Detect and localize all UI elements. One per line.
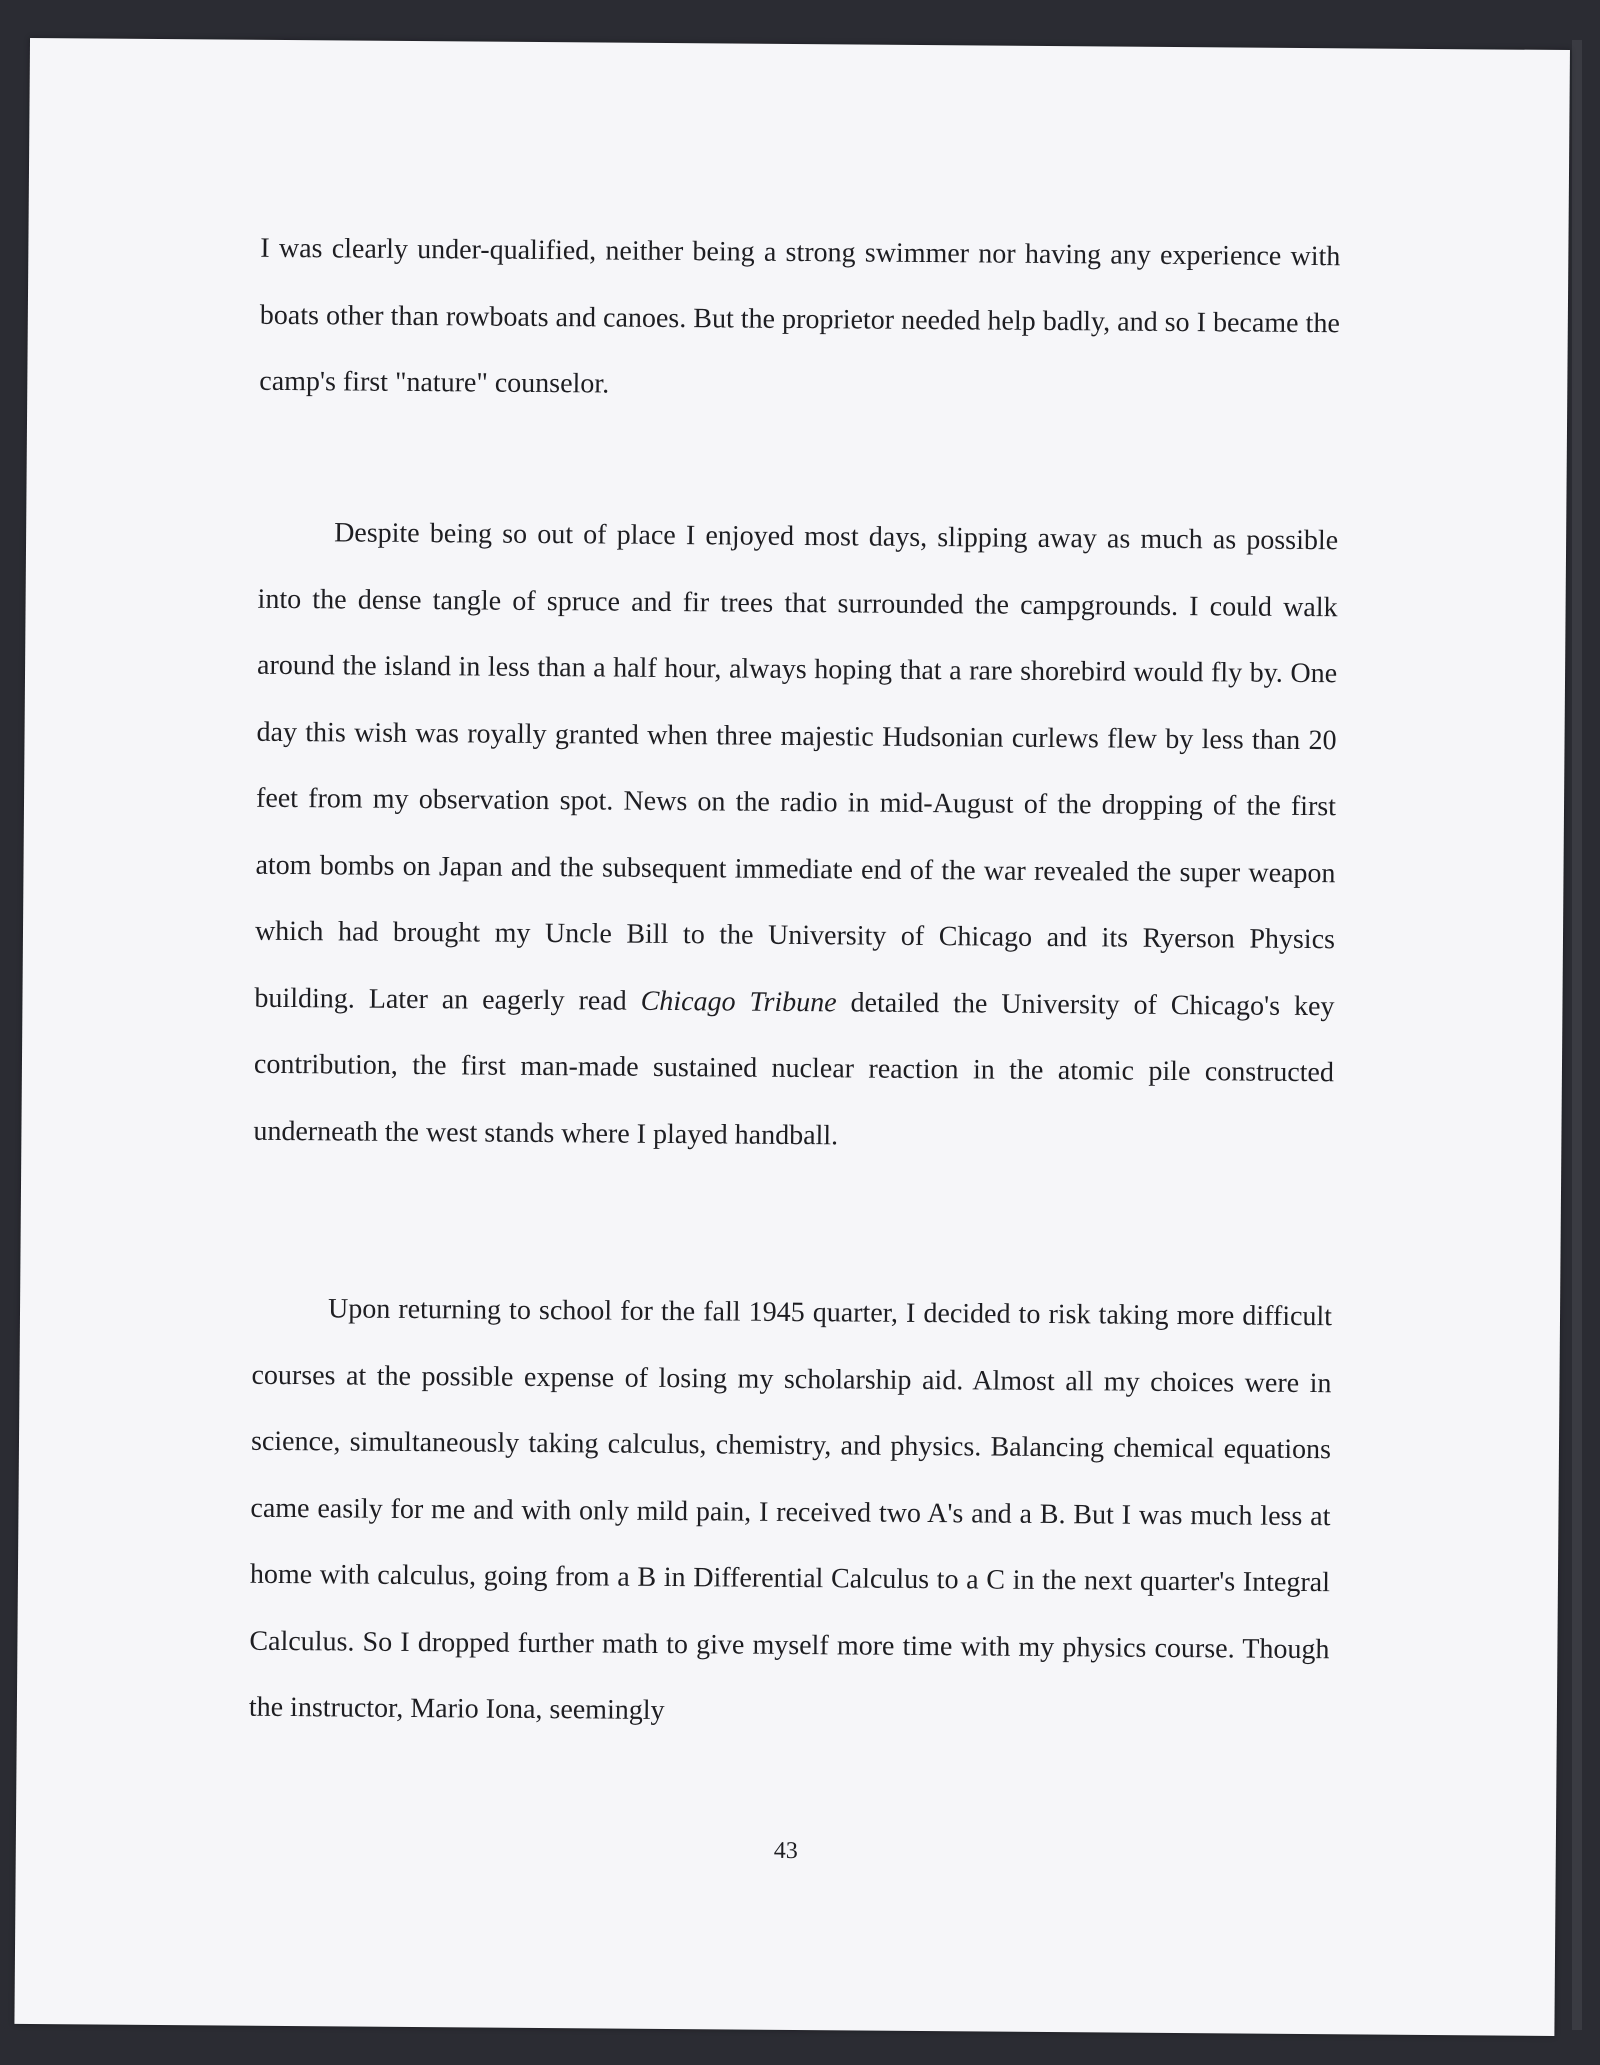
- document-page: [14, 38, 1570, 2036]
- newspaper-title-italic: Chicago Tribune: [640, 985, 837, 1018]
- page-number: 43: [773, 1837, 798, 1865]
- paragraph-3: [249, 1276, 1333, 1750]
- paragraph-3-text: Upon returning to school for the fall 1945 quarter, I decided to risk taking more difficult courses at the possible expense of losing my scholarship aid. Almost all my choices were in science, simultaneously taking calculus, chemistry, and physics. Balancing chemical equations came easily for me and with only mild pain, I received two A's and a B. But I was much less at home with calculus, going from a B in Differential Calculus to a C in the next quarter's Integral Calculus. So I dropped further math to give myself more time with my physics course. Though the instructor, Mario Iona, seemingly: [248, 1293, 1333, 1726]
- paragraph-2: [253, 500, 1338, 1173]
- paragraph-2-text-end: detailed the University of Chicago's key contribution, the first man-made sustained nuclear reaction in the atomic pile constructed underneath the west stands where I played handball.: [253, 986, 1335, 1151]
- paragraph-1-text: I was clearly under-qualified, neither being a strong swimmer nor having any experience with boats other than rowboats and canoes. But the proprietor needed help badly, and so I became the camp's first "nature" counselor.: [259, 232, 1341, 400]
- paragraph-1: [259, 216, 1341, 424]
- scan-background-edge: [1572, 40, 1582, 2030]
- paragraph-2-text-start: Despite being so out of place I enjoyed most days, slipping away as much as possible into the dense tangle of spruce and fir trees that surrounded the campgrounds. I could walk around the island in less than a half hour, always hoping that a rare shorebird would fly by. One day this wish was royally granted when three majestic Hudsonian curlews flew by less than 20 feet from my observation spot. News on the radio in mid-August of the dropping of the first atom bombs on Japan and the subsequent immediate end of the war revealed the super weapon which had brought my Uncle Bill to the University of Chicago and its Ryerson Physics building. Later an eagerly read: [254, 517, 1339, 1017]
- paragraph-2-text: [253, 500, 1338, 1173]
